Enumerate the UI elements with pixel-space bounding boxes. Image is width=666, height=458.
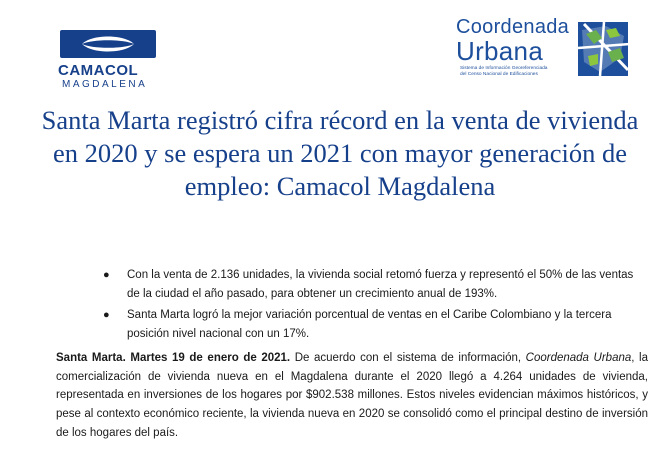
system-name: Coordenada Urbana (525, 352, 632, 364)
article-body (56, 349, 648, 443)
bullet-dot-icon: ● (103, 309, 110, 321)
body-text-continued: , la comercialización de vivienda nueva en el Magdalena durante el 2020 llegó a 4.264 unidades de vivienda, representada en inversiones de los hogares por $902.538 millones. Estos niveles evidencian máximos históricos, y pese al contexto económico reciente, la vivienda nueva en 2020 se consolidó como el principal destino de inversión de los hogares del país. (56, 352, 649, 439)
camacol-emblem (60, 30, 156, 58)
camacol-region: MAGDALENA (62, 79, 148, 90)
camacol-wordmark: CAMACOL (58, 62, 139, 79)
dateline: Santa Marta. Martes 19 de enero de 2021. (56, 352, 291, 364)
logo-word-coordenada: Coordenada (456, 16, 570, 38)
body-text: De acuerdo con el sistema de información, (290, 352, 526, 364)
bullet-item (101, 266, 647, 304)
bullet-dot-icon: ● (103, 269, 110, 281)
logo-word-urbana: Urbana (456, 36, 544, 66)
camacol-logo (52, 22, 170, 90)
headline: Santa Marta registró cifra récord en la venta de vivienda en 2020 y se espera un 2021 con mayor generación de empleo: Camacol Magdalena (41, 105, 639, 201)
bullet-text: Santa Marta logró la mejor variación porcentual de ventas en el Caribe Colombiano y la tercera posición nivel nacional con un 17%. (127, 309, 612, 340)
summary-bullets (101, 266, 647, 346)
coordenada-urbana-logo (456, 16, 636, 86)
bullet-item (101, 306, 647, 344)
bullet-text: Con la venta de 2.136 unidades, la vivienda social retomó fuerza y representó el 50% de las ventas de la ciudad el año pasado, para obtener un crecimiento anual de 193%. (127, 269, 634, 300)
logo-tagline: Sistema de Información Georeferenciada del Censo Nacional de Edificaciones (460, 66, 548, 77)
map-grid-icon (576, 18, 632, 80)
